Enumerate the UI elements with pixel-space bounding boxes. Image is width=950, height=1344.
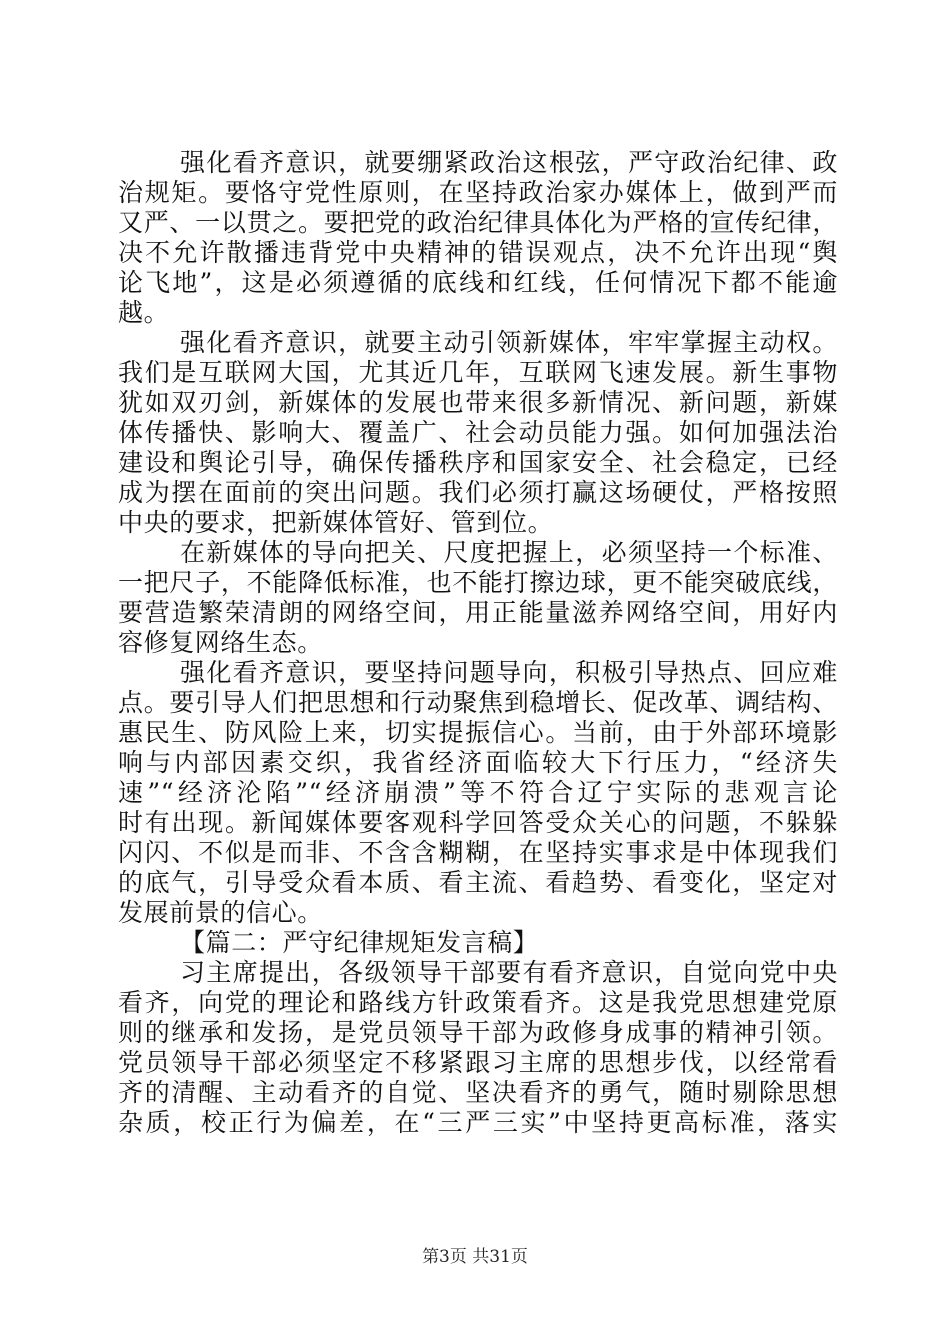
text-line: 容修复网络生态。	[118, 628, 323, 657]
text-line: 又严、一以贯之。要把党的政治纪律具体化为严格的宣传纪律，	[118, 208, 838, 237]
text-line: 体传播快、影响大、覆盖广、社会动员能力强。如何加强法治	[118, 418, 838, 447]
page-number-footer: 第3页 共31页	[422, 1247, 528, 1267]
paragraph-5	[118, 958, 838, 1138]
text-line: 要营造繁荣清朗的网络空间，用正能量滋养网络空间，用好内	[118, 598, 838, 627]
paragraph-3	[118, 538, 838, 658]
text-line: 齐的清醒、主动看齐的自觉、坚决看齐的勇气，随时剔除思想	[118, 1078, 838, 1107]
text-line: 的底气，引导受众看本质、看主流、看趋势、看变化，坚定对	[118, 868, 838, 897]
document-body	[118, 148, 838, 1138]
text-line: 我们是互联网大国，尤其近几年，互联网飞速发展。新生事物	[118, 358, 838, 387]
text-line: 成为摆在面前的突出问题。我们必须打赢这场硬仗，严格按照	[118, 478, 838, 507]
text-line: 速”“经济沦陷”“经济崩溃”等不符合辽宁实际的悲观言论	[118, 778, 838, 807]
text-line: 惠民生、防风险上来，切实提振信心。当前，由于外部环境影	[118, 718, 838, 747]
text-line: 犹如双刃剑，新媒体的发展也带来很多新情况、新问题，新媒	[118, 388, 838, 417]
text-line: 杂质，校正行为偏差，在“三严三实”中坚持更高标准，落实	[118, 1108, 838, 1137]
text-line: 强化看齐意识，要坚持问题导向，积极引导热点、回应难	[180, 658, 838, 687]
text-line: 党员领导干部必须坚定不移紧跟习主席的思想步伐，以经常看	[118, 1048, 838, 1077]
text-line: 越。	[118, 298, 170, 327]
text-line: 一把尺子，不能降低标准，也不能打擦边球，更不能突破底线，	[118, 568, 838, 597]
text-line: 时有出现。新闻媒体要客观科学回答受众关心的问题，不躲躲	[118, 808, 838, 837]
text-line: 习主席提出，各级领导干部要有看齐意识，自觉向党中央	[180, 958, 838, 987]
text-line: 点。要引导人们把思想和行动聚焦到稳增长、促改革、调结构、	[118, 688, 838, 717]
paragraph-2	[118, 328, 838, 538]
paragraph-1	[118, 148, 838, 328]
text-line: 看齐，向党的理论和路线方针政策看齐。这是我党思想建党原	[118, 988, 838, 1017]
text-line: 论飞地”，这是必须遵循的底线和红线，任何情况下都不能逾	[118, 268, 838, 297]
text-line: 则的继承和发扬，是党员领导干部为政修身成事的精神引领。	[118, 1018, 838, 1047]
section-heading: 【篇二：严守纪律规矩发言稿】	[180, 928, 539, 957]
text-line: 发展前景的信心。	[118, 898, 323, 927]
text-line: 强化看齐意识，就要主动引领新媒体，牢牢掌握主动权。	[180, 328, 838, 357]
text-line: 响与内部因素交织，我省经济面临较大下行压力，“经济失	[118, 748, 838, 777]
text-line: 治规矩。要恪守党性原则，在坚持政治家办媒体上，做到严而	[118, 178, 838, 207]
text-line: 在新媒体的导向把关、尺度把握上，必须坚持一个标准、	[180, 538, 838, 567]
text-line: 决不允许散播违背党中央精神的错误观点，决不允许出现“舆	[118, 238, 838, 267]
text-line: 建设和舆论引导，确保传播秩序和国家安全、社会稳定，已经	[118, 448, 838, 477]
text-line: 闪闪、不似是而非、不含含糊糊，在坚持实事求是中体现我们	[118, 838, 838, 867]
text-line: 强化看齐意识，就要绷紧政治这根弦，严守政治纪律、政	[180, 148, 838, 177]
text-line: 中央的要求，把新媒体管好、管到位。	[118, 508, 554, 537]
paragraph-4	[118, 658, 838, 928]
